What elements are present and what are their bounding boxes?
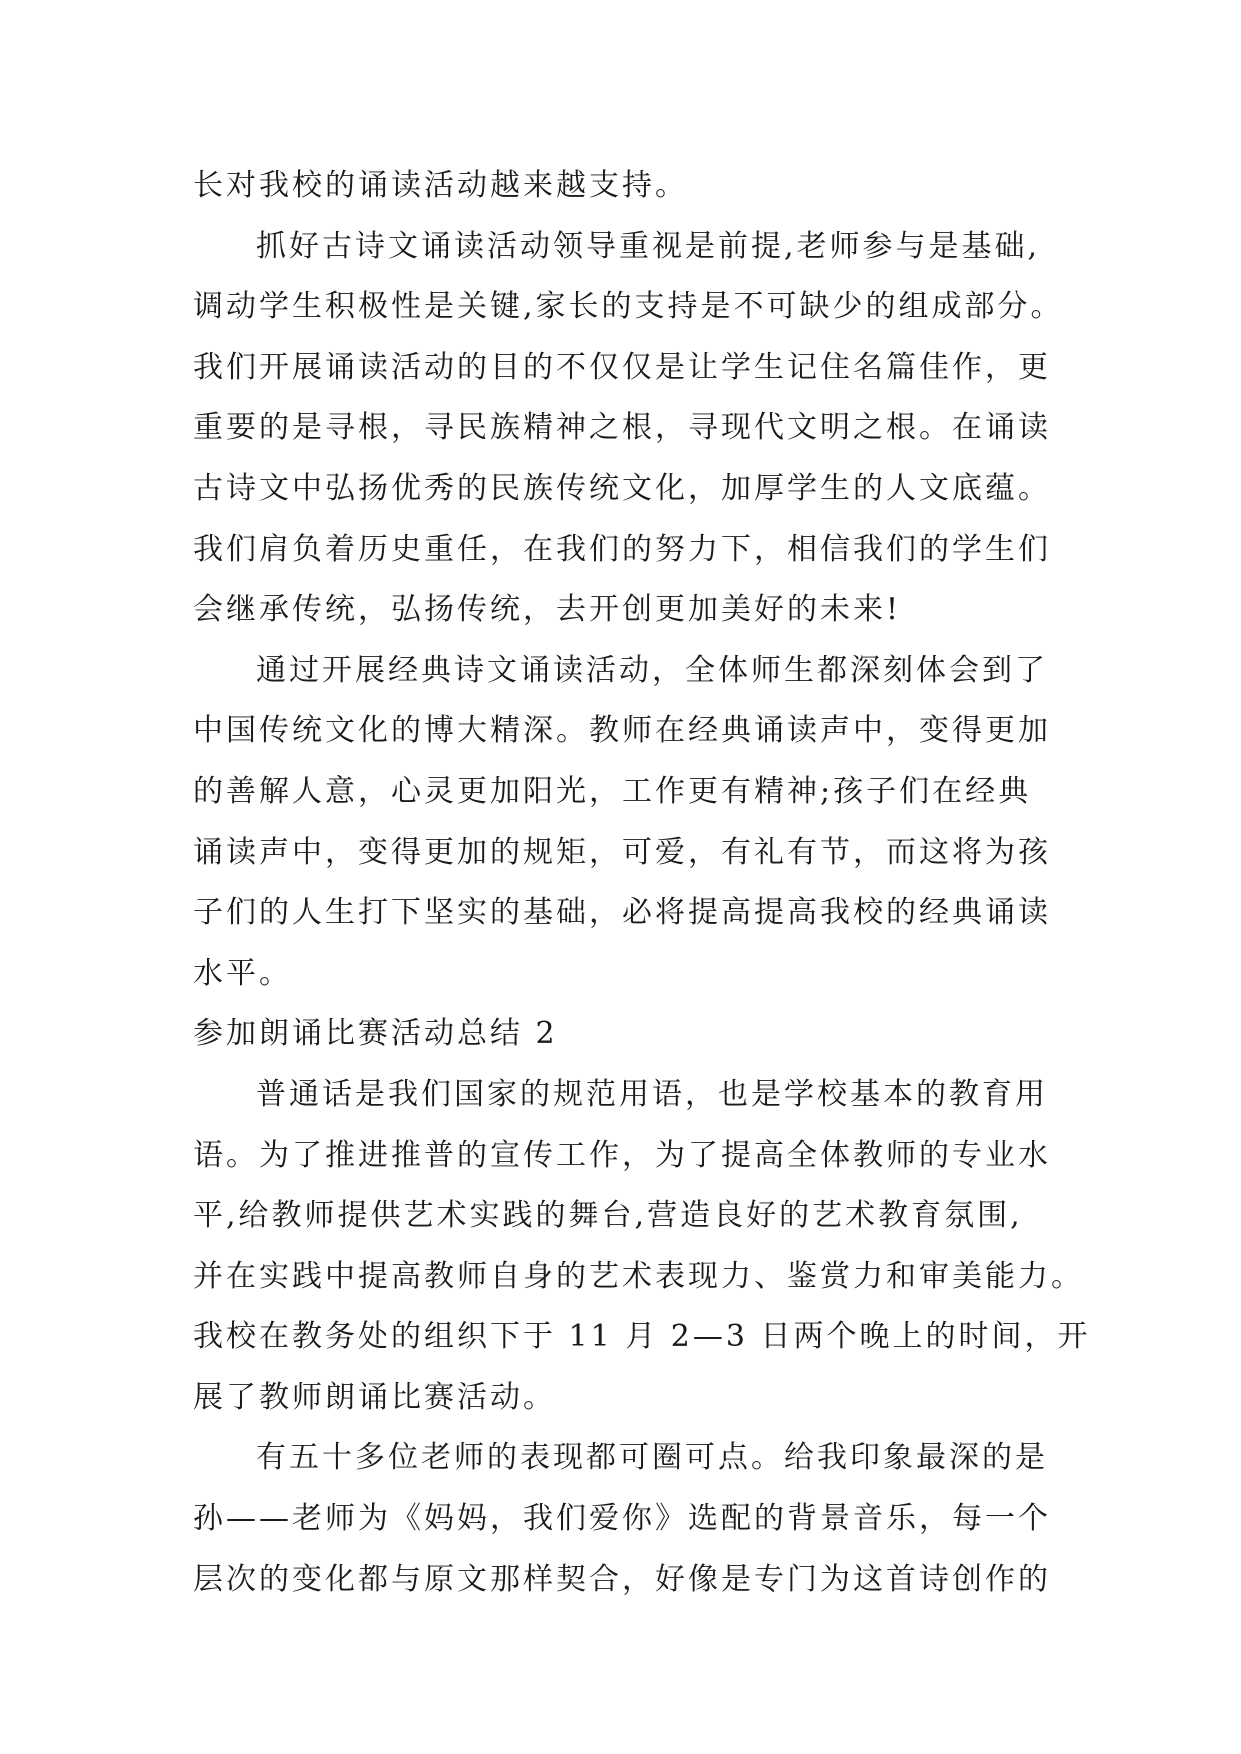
paragraph-line: 重要的是寻根，寻民族精神之根，寻现代文明之根。在诵读	[193, 410, 1051, 446]
paragraph-line: 我们开展诵读活动的目的不仅仅是让学生记住名篇佳作，更	[193, 349, 1051, 385]
paragraph-line: 的善解人意，心灵更加阳光，工作更有精神;孩子们在经典	[193, 773, 1032, 809]
section-heading: 参加朗诵比赛活动总结 2	[193, 1016, 558, 1052]
paragraph-line: 并在实践中提高教师自身的艺术表现力、鉴赏力和审美能力。	[193, 1258, 1084, 1294]
paragraph-line: 普通话是我们国家的规范用语，也是学校基本的教育用	[256, 1076, 1048, 1112]
paragraph-line: 孙——老师为《妈妈，我们爱你》选配的背景音乐，每一个	[193, 1501, 1051, 1537]
paragraph-line: 我校在教务处的组织下于 11 月 2—3 日两个晚上的时间，开	[193, 1319, 1091, 1355]
paragraph-line: 语。为了推进推普的宣传工作，为了提高全体教师的专业水	[193, 1137, 1051, 1173]
paragraph-line: 中国传统文化的博大精深。教师在经典诵读声中，变得更加	[193, 713, 1051, 749]
paragraph-line: 子们的人生打下坚实的基础，必将提高提高我校的经典诵读	[193, 895, 1051, 931]
paragraph-line: 抓好古诗文诵读活动领导重视是前提,老师参与是基础,	[256, 228, 1041, 264]
paragraph-line: 会继承传统，弘扬传统，去开创更加美好的未来!	[193, 592, 902, 628]
paragraph-line: 有五十多位老师的表现都可圈可点。给我印象最深的是	[256, 1440, 1048, 1476]
paragraph-line: 长对我校的诵读活动越来越支持。	[193, 168, 688, 203]
paragraph-line: 古诗文中弘扬优秀的民族传统文化，加厚学生的人文底蕴。	[193, 470, 1051, 506]
paragraph-line: 平,给教师提供艺术实践的舞台,营造良好的艺术教育氛围,	[193, 1198, 1023, 1234]
document-body	[193, 156, 1091, 1610]
paragraph-line: 水平。	[193, 955, 292, 991]
paragraph-line: 诵读声中，变得更加的规矩，可爱，有礼有节，而这将为孩	[193, 834, 1051, 870]
paragraph-line: 调动学生积极性是关键,家长的支持是不可缺少的组成部分。	[193, 289, 1064, 325]
paragraph-line: 层次的变化都与原文那样契合，好像是专门为这首诗创作的	[193, 1561, 1051, 1597]
paragraph-line: 通过开展经典诗文诵读活动，全体师生都深刻体会到了	[256, 652, 1048, 688]
paragraph-line: 展了教师朗诵比赛活动。	[193, 1379, 556, 1415]
paragraph-line: 我们肩负着历史重任，在我们的努力下，相信我们的学生们	[193, 531, 1051, 567]
